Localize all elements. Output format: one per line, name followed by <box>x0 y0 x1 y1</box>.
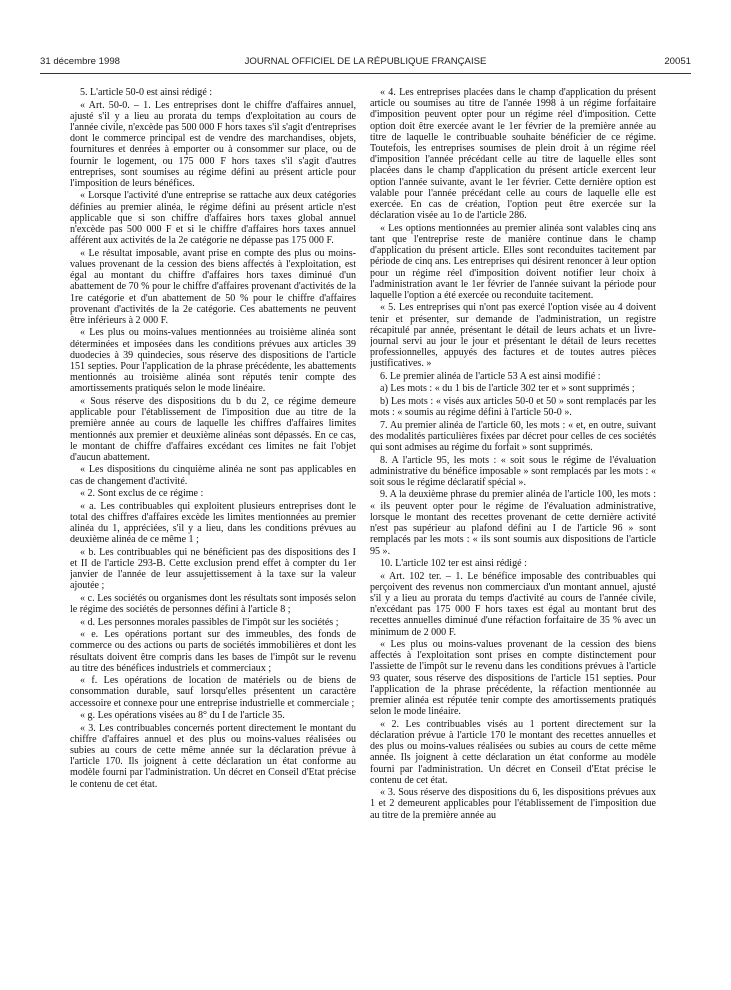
paragraph: « Le résultat imposable, avant prise en compte des plus ou moins-values provenant de la cession des biens affectés à l'exploitation, est égal au montant du chiffre d'affaires hors taxes diminué d'un abattement de 70 % pour le chiffre d'affaires provenant d'activités de la 1re catégorie et d'un abattement de 50 % pour le chiffre d'affaires provenant d'activités de la 2e catégorie. Ces abattements ne peuvent être inférieurs à 2 000 F. <box>70 247 356 326</box>
paragraph: 10. L'article 102 ter est ainsi rédigé : <box>380 558 527 569</box>
left-column <box>70 87 356 977</box>
paragraph: « 3. Les contribuables concernés portent directement le montant du chiffre d'affaires annuel et des plus ou moins-values réalisées ou subies au cours de cette même année sur la déclaration prévue à l'article 170. Ils joignent à cette déclaration un état conforme au modèle fourni par l'administration. Un décret en Conseil d'Etat précise le contenu de cet état. <box>70 722 356 790</box>
paragraph: « Art. 102 ter. – 1. Le bénéfice imposable des contribuables qui perçoivent des revenus non commerciaux d'un montant annuel, ajusté s'il y a lieu au prorata du temps d'activité au cours de l'année civile, n'excédant pas 175 000 F hors taxes est égal au montant brut des recettes annuelles diminué d'une réfaction forfaitaire de 35 % avec un minimum de 2 000 F. <box>370 570 656 638</box>
paragraph: « 4. Les entreprises placées dans le champ d'application du présent article ou soumises au titre de l'année 1998 à un régime forfaitaire d'imposition peuvent opter pour un régime réel d'imposition. Cette option doit être exercée avant le 1er février de la première année au titre de laquelle le contribuable souhaite bénéficier de ce régime. Toutefois, les entreprises soumises de plein droit à un régime réel d'imposition l'année précédant celle au titre de laquelle elles sont placées dans le champ d'application du présent article exercent leur option l'année suivante, avant le 1er février. Cette dernière option est valable pour l'année précédant celle au cours de laquelle elle est exercée. En cas de création, l'option peut être exercée sur la déclaration visée au 1o de l'article 286. <box>370 87 656 222</box>
paragraph: « 2. Les contribuables visés au 1 portent directement sur la déclaration prévue à l'article 170 le montant des recettes annuelles et des plus ou moins-values réalisées ou subies au cours de cette même année. Ils joignent à cette déclaration un état conforme au modèle fourni par l'administration. Un décret en Conseil d'Etat précise le contenu de cet état. <box>370 718 656 786</box>
paragraph: 7. Au premier alinéa de l'article 60, les mots : « et, en outre, suivant des modalités particulières fixées par décret pour celles de ces sociétés qui sont admises au régime du forfait » sont supprimés. <box>370 419 656 454</box>
paragraph: « Lorsque l'activité d'une entreprise se rattache aux deux catégories définies au premier alinéa, le régime défini au présent article n'est applicable que si son chiffre d'affaires hors taxes global annuel n'excède pas 500 000 F et si le chiffre d'affaires hors taxes annuel afférent aux activités de la 2e catégorie ne dépasse pas 175 000 F. <box>70 190 356 247</box>
paragraph: 9. A la deuxième phrase du premier alinéa de l'article 100, les mots : « ils peuvent opter pour le régime de l'évaluation administrative, lorsque le montant des recettes provenant de cette dernière activité n'est pas supérieur au plafond défini au I de l'article 96 » sont remplacés par les mots : « ils sont soumis aux dispositions de l'article 95 ». <box>370 489 656 557</box>
paragraph: « d. Les personnes morales passibles de l'impôt sur les sociétés ; <box>80 616 339 628</box>
paragraph: « b. Les contribuables qui ne bénéficient pas des dispositions des I et II de l'article 293-B. Cette exclusion prend effet à compter du 1er janvier de l'année de leur assujettissement à la taxe sur la valeur ajoutée ; <box>70 546 356 592</box>
paragraph: « 2. Sont exclus de ce régime : <box>80 488 204 500</box>
paragraph: 6. Le premier alinéa de l'article 53 A est ainsi modifié : <box>380 370 601 382</box>
paragraph: « Les plus ou moins-values provenant de la cession des biens affectés à l'exploitation sont prises en compte distinctement pour l'assiette de l'impôt sur le revenu dans les conditions prévues à l'article 93 quater, sous réserve des dispositions de l'article 151 septies. Pour l'application de la phrase précédente, la réfaction mentionnée au premier alinéa est réputée tenir compte des amortissements pratiqués selon le mode linéaire. <box>370 639 656 718</box>
paragraph: « Les plus ou moins-values mentionnées au troisième alinéa sont déterminées et imposées dans les conditions prévues aux articles 39 duodecies à 39 quindecies, sous réserve des dispositions de l'article 151 septies. Pour l'application de la phrase précédente, les abattements mentionnés au troisième alinéa sont réputés tenir compte des amortissements pratiqués selon le mode linéaire. <box>70 327 356 395</box>
paragraph: 8. A l'article 95, les mots : « soit sous le régime de l'évaluation administrative du bénéfice imposable » sont remplacés par les mots : « soit sous le régime déclaratif spécial ». <box>370 454 656 488</box>
paragraph: a) Les mots : « du 1 bis de l'article 302 ter et » sont supprimés ; <box>380 383 635 395</box>
issue-date: 31 décembre 1998 <box>40 56 121 67</box>
paragraph: « a. Les contribuables qui exploitent plusieurs entreprises dont le total des chiffres d'affaires excède les limites mentionnées au premier alinéa du 1, appréciées, s'il y a lieu, dans les conditions prévues au deuxième alinéa de ce même 1 ; <box>70 500 356 546</box>
paragraph: « Sous réserve des dispositions du b du 2, ce régime demeure applicable pour l'établissement de l'imposition due au titre de la première année au cours de laquelle les chiffres d'affaires limites mentionnés aux premier et deuxième alinéas sont dépassés. En ce cas, le montant de chiffre d'affaires excédant ces limites ne fait l'objet d'aucun abattement. <box>70 395 356 463</box>
paragraph: « 5. Les entreprises qui n'ont pas exercé l'option visée au 4 doivent tenir et présenter, sur demande de l'administration, un registre récapitulé par année, présentant le détail de leurs achats et un livre-journal servi au jour le jour et présentant le détail de leurs recettes professionnelles, appuyés des factures et de toutes autres pièces justificatives. » <box>370 302 656 370</box>
right-column <box>370 87 656 977</box>
journal-title: JOURNAL OFFICIEL DE LA RÉPUBLIQUE FRANÇAISE <box>244 56 487 67</box>
paragraph: « 3. Sous réserve des dispositions du 6, les dispositions prévues aux 1 et 2 demeurent applicables pour l'établissement de l'imposition due au titre de la première année au <box>370 787 656 821</box>
paragraph: « e. Les opérations portant sur des immeubles, des fonds de commerce ou des actions ou parts de sociétés immobilières et dont les résultats doivent être compris dans les bases de l'impôt sur le revenu au titre des bénéfices industriels et commerciaux ; <box>70 629 356 674</box>
paragraph: 5. L'article 50-0 est ainsi rédigé : <box>80 87 213 98</box>
header-rule <box>40 73 691 74</box>
paragraph: « Les options mentionnées au premier alinéa sont valables cinq ans tant que l'entreprise reste de manière continue dans le champ d'application du présent article. Elles sont reconduites tacitement par période de cinq ans. Les entreprises qui désirent renoncer à leur option pour un régime réel d'imposition doivent notifier leur choix à l'administration avant le 1er février de l'année suivant la période pour laquelle l'option a été exercée ou reconduite tacitement. <box>370 222 656 301</box>
paragraph: « c. Les sociétés ou organismes dont les résultats sont imposés selon le régime des sociétés de personnes défini à l'article 8 ; <box>70 592 356 616</box>
page-number: 20051 <box>664 56 691 67</box>
page-header <box>40 56 691 70</box>
paragraph: « Les dispositions du cinquième alinéa ne sont pas applicables en cas de changement d'activité. <box>70 464 356 487</box>
paragraph: « f. Les opérations de location de matériels ou de biens de consommation durable, sauf lorsqu'elles présentent un caractère accessoire et connexe pour une entreprise industrielle et commerciale ; <box>70 675 356 709</box>
paragraph: « Art. 50-0. – 1. Les entreprises dont le chiffre d'affaires annuel, ajusté s'il y a lieu au prorata du temps d'exploitation au cours de l'année civile, n'excède pas 500 000 F hors taxes s'il s'agit d'entreprises dont le commerce principal est de vendre des marchandises, objets, fournitures et denrées à emporter ou à consommer sur place, ou de fournir le logement, ou 175 000 F hors taxes s'il s'agit d'autres entreprises, sont soumises au régime défini au présent article pour l'imposition de leurs bénéfices. <box>70 99 356 189</box>
paragraph: « g. Les opérations visées au 8° du I de l'article 35. <box>80 710 285 722</box>
paragraph: b) Les mots : « visés aux articles 50-0 et 50 » sont remplacés par les mots : « soumis au régime défini à l'article 50-0 ». <box>370 395 656 419</box>
